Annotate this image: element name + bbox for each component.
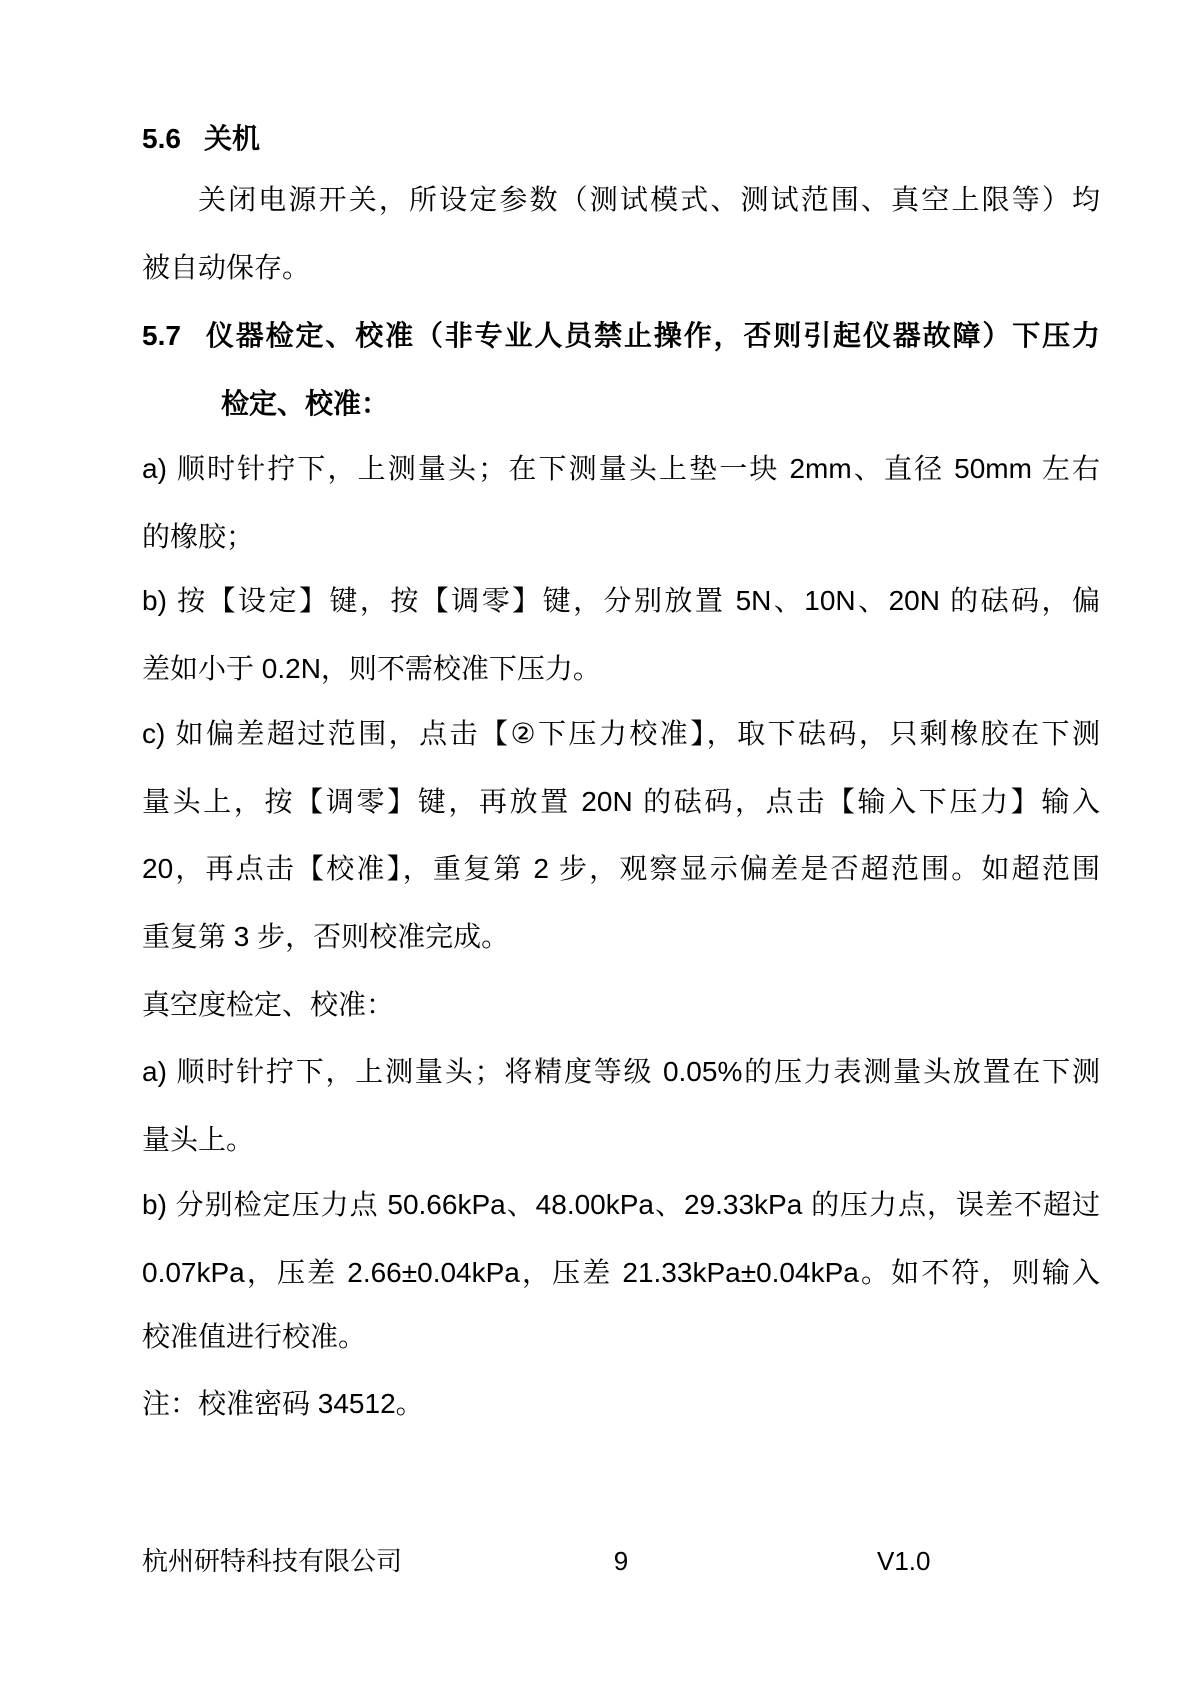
item-c-line-4: 重复第 3 步，否则校准完成。 — [142, 921, 510, 952]
item-a-line-2: 的橡胶； — [142, 521, 255, 552]
footer-version: V1.0 — [877, 1546, 931, 1576]
heading-5-7-line-2: 检定、校准： — [221, 388, 390, 419]
vacuum-heading: 真空度检定、校准： — [142, 989, 395, 1020]
item-c-line-3: 20，再点击【校准】，重复第 2 步，观察显示偏差是否超范围。如超范围 — [142, 853, 1100, 884]
heading-5-7-line-1 — [142, 320, 1100, 352]
para-shutdown-line-2: 被自动保存。 — [142, 252, 311, 283]
vacuum-b-line-2: 0.07kPa，压差 2.66±0.04kPa，压差 21.33kPa±0.04kPa。如不符，则输入 — [142, 1257, 1100, 1288]
section-5-7-number: 5.7 — [142, 320, 181, 351]
item-c-line-1: c) 如偏差超过范围，点击【②下压力校准】，取下砝码，只剩橡胶在下测 — [142, 718, 1100, 749]
section-5-6-number: 5.6 — [142, 123, 181, 154]
item-c-line-2: 量头上，按【调零】键，再放置 20N 的砝码，点击【输入下压力】输入 — [142, 786, 1100, 817]
calibration-password-note: 注：校准密码 34512。 — [142, 1388, 424, 1419]
vacuum-a-line-1: a) 顺时针拧下，上测量头；将精度等级 0.05%的压力表测量头放置在下测 — [142, 1056, 1100, 1087]
vacuum-b-line-1: b) 分别检定压力点 50.66kPa、48.00kPa、29.33kPa 的压力点，误差不超过 — [142, 1189, 1100, 1220]
item-b-line-2: 差如小于 0.2N，则不需校准下压力。 — [142, 653, 601, 684]
para-shutdown-line-1: 关闭电源开关，所设定参数（测试模式、测试范围、真空上限等）均 — [198, 184, 1100, 215]
vacuum-a-line-2: 量头上。 — [142, 1124, 255, 1155]
section-5-6-title: 关机 — [204, 123, 261, 154]
footer-company-name: 杭州研特科技有限公司 — [142, 1546, 403, 1576]
item-b-line-1: b) 按【设定】键，按【调零】键，分别放置 5N、10N、20N 的砝码，偏 — [142, 585, 1100, 616]
item-a-line-1: a) 顺时针拧下，上测量头；在下测量头上垫一块 2mm、直径 50mm 左右 — [142, 453, 1100, 484]
heading-5-6 — [142, 123, 1100, 155]
footer-page-number: 9 — [613, 1546, 629, 1576]
vacuum-b-line-3: 校准值进行校准。 — [142, 1321, 367, 1352]
section-5-7-title: 仪器检定、校准（非专业人员禁止操作，否则引起仪器故障）下压力 — [204, 320, 1100, 351]
